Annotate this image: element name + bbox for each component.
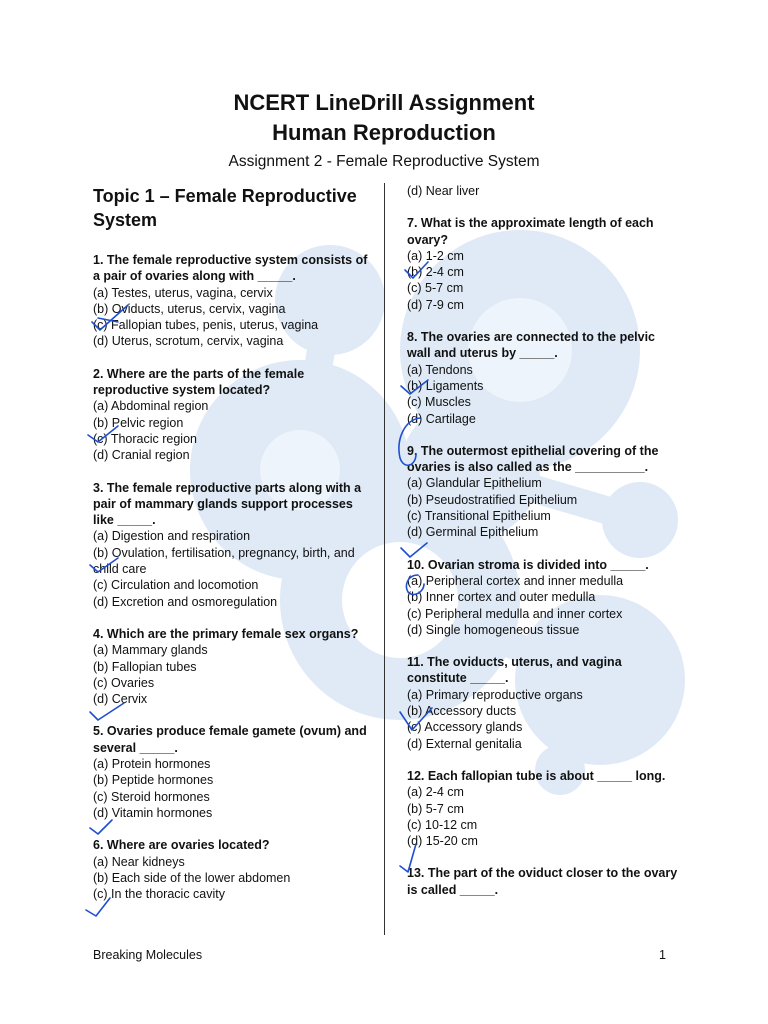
answer-option: (d) Cranial region [93,448,190,463]
question-block [407,329,682,427]
continued-option-block [407,183,682,199]
answer-option: (a) 1-2 cm [407,248,464,263]
question-text: 9. The outermost epithelial covering of the ovaries is also called as the __________. [407,443,659,475]
answer-option: (b) Oviducts, uterus, cervix, vagina [93,301,286,316]
answer-option: (b) Pelvic region [93,415,184,430]
answer-option: (c) Transitional Epithelium [407,509,551,524]
answer-option: (a) Peripheral cortex and inner medulla [407,573,624,588]
answer-option: (b) Ligaments [407,378,484,393]
answer-option: (c) Peripheral medulla and inner cortex [407,606,623,621]
answer-option: (d) Single homogeneous tissue [407,622,580,637]
answer-option: (b) Each side of the lower abdomen [93,870,291,885]
question-block [93,480,373,610]
question-text: 10. Ovarian stroma is divided into _____. [407,557,649,572]
question-block [93,723,373,821]
question-text: 2. Where are the parts of the female reproductive system located? [93,366,305,398]
answer-option: (d) Cervix [93,692,148,707]
question-block [93,252,373,350]
answer-option: (c) 10-12 cm [407,817,478,832]
answer-option: (b) Peptide hormones [93,773,214,788]
answer-option: (d) Near liver [407,184,480,198]
footer-brand: Breaking Molecules [93,948,203,962]
question-text: 11. The oviducts, uterus, and vagina constitute _____. [407,655,622,686]
left-column [93,183,373,918]
answer-option: (d) 15-20 cm [407,834,478,849]
answer-option: (c) 5-7 cm [407,281,464,296]
answer-option: (a) Primary reproductive organs [407,687,583,702]
answer-option: (a) Mammary glands [93,643,208,658]
answer-option: (d) Uterus, scrotum, cervix, vagina [93,334,284,349]
answer-option: (d) Vitamin hormones [93,805,213,820]
question-block [93,837,373,902]
question-text: 3. The female reproductive parts along with a pair of mammary glands support processes like _____. [93,480,362,528]
answer-option: (b) 5-7 cm [407,801,464,816]
answer-option: (c) Fallopian tubes, penis, uterus, vagina [93,318,319,333]
answer-option: (a) Abdominal region [93,399,209,414]
answer-option: (c) Steroid hormones [93,789,210,804]
page-subtitle-bold: Human Reproduction [272,120,496,145]
answer-option: (a) Digestion and respiration [93,529,251,544]
question-text: 13. The part of the oviduct closer to the ovary is called _____. [407,866,678,897]
question-block [407,865,682,898]
question-block [407,768,682,849]
page-title: NCERT LineDrill Assignment [233,90,535,115]
question-text: 7. What is the approximate length of each ovary? [407,216,654,247]
answer-option: (c) Accessory glands [407,720,523,735]
answer-option: (d) Germinal Epithelium [407,525,539,540]
answer-option: (c) Muscles [407,395,471,410]
answer-option: (d) Excretion and osmoregulation [93,594,278,609]
question-list [407,215,682,898]
answer-option: (b) Inner cortex and outer medulla [407,590,596,605]
answer-option: (c) In the thoracic cavity [93,887,225,902]
question-text: 12. Each fallopian tube is about _____ long. [407,768,666,783]
answer-option: (c) Ovaries [93,675,155,690]
question-block [407,215,682,313]
question-text: 4. Which are the primary female sex organs? [93,626,359,641]
right-column [407,183,682,914]
question-block [93,366,373,464]
question-text: 8. The ovaries are connected to the pelvic wall and uterus by _____. [407,330,656,361]
question-text: 5. Ovaries produce female gamete (ovum) and several _____. [93,724,367,755]
answer-option: (a) 2-4 cm [407,785,464,800]
header [0,88,768,174]
page-number: 1 [659,948,666,962]
answer-option: (a) Testes, uterus, vagina, cervix [93,285,273,300]
answer-option: (a) Glandular Epithelium [407,476,542,491]
answer-option: (d) 7-9 cm [407,297,464,312]
answer-option: (a) Tendons [407,362,473,377]
answer-option: (d) Cartilage [407,411,476,426]
answer-option: (b) Pseudostratified Epithelium [407,492,578,507]
question-text: 1. The female reproductive system consists of a pair of ovaries along with _____. [93,253,368,284]
question-block [407,443,682,541]
page-subtitle: Assignment 2 - Female Reproductive System [228,153,540,170]
answer-option: (b) Accessory ducts [407,704,517,719]
question-block [407,654,682,752]
answer-option: (d) External genitalia [407,736,522,751]
answer-option: (b) 2-4 cm [407,265,464,280]
question-block [93,626,373,707]
question-text: 6. Where are ovaries located? [93,838,270,853]
answer-option: (c) Thoracic region [93,431,197,446]
question-block [407,557,682,638]
column-divider [384,183,385,935]
answer-option: (a) Protein hormones [93,757,211,772]
answer-option: (c) Circulation and locomotion [93,578,259,593]
answer-option: (b) Ovulation, fertilisation, pregnancy, birth, and child care [93,545,355,577]
question-list [93,252,373,902]
answer-option: (b) Fallopian tubes [93,659,197,674]
answer-option: (a) Near kidneys [93,854,185,869]
topic-heading: Topic 1 – Female Reproductive System [93,186,357,230]
